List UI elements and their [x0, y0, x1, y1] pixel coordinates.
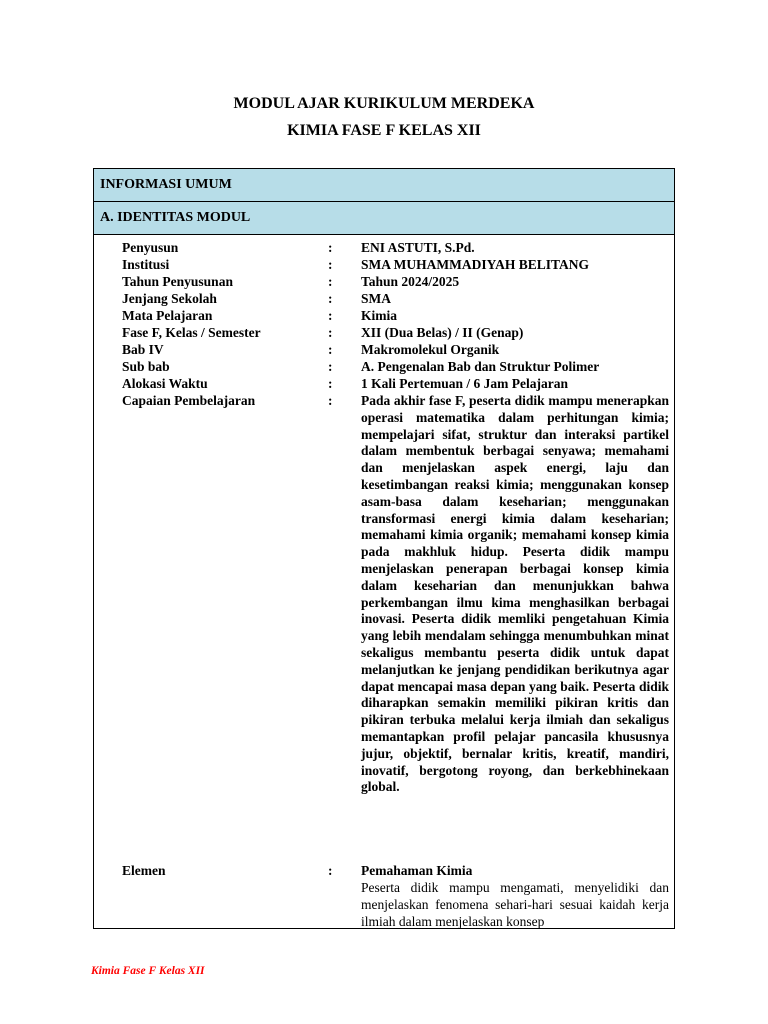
row-separator: :: [328, 240, 333, 255]
row-separator: :: [328, 342, 333, 357]
row-separator: :: [328, 274, 333, 289]
row-value: XII (Dua Belas) / II (Genap): [361, 325, 524, 340]
row-separator: :: [328, 376, 333, 391]
row-separator: :: [328, 863, 333, 878]
section-header-identitas-modul: A. IDENTITAS MODUL: [94, 202, 674, 235]
row-separator: :: [328, 257, 333, 272]
row-label: Institusi: [122, 257, 170, 272]
document-subtitle: KIMIA FASE F KELAS XII: [287, 122, 481, 139]
row-separator: :: [328, 393, 333, 408]
row-value: Makromolekul Organik: [361, 342, 500, 357]
row-label: Fase F, Kelas / Semester: [122, 325, 261, 340]
row-label: Sub bab: [122, 359, 170, 374]
section-header-informasi-umum: INFORMASI UMUM: [94, 169, 674, 202]
row-label: Alokasi Waktu: [122, 376, 208, 391]
row-label: Tahun Penyusunan: [122, 274, 233, 289]
row-value: SMA: [361, 291, 391, 306]
elemen-text: Peserta didik mampu mengamati, menyelidiki dan menjelaskan fenomena sehari-hari sesuai kaidah kerja ilmiah dalam menjelaskan konsep: [361, 880, 669, 929]
capaian-label: Capaian Pembelajaran: [122, 393, 256, 408]
row-label: Penyusun: [122, 240, 179, 255]
row-separator: :: [328, 325, 333, 340]
row-value: Tahun 2024/2025: [361, 274, 460, 289]
row-value: Kimia: [361, 308, 397, 323]
row-separator: :: [328, 291, 333, 306]
row-value: 1 Kali Pertemuan / 6 Jam Pelajaran: [361, 376, 568, 391]
row-value: ENI ASTUTI, S.Pd.: [361, 240, 475, 255]
row-separator: :: [328, 359, 333, 374]
capaian-text: Pada akhir fase F, peserta didik mampu menerapkan operasi matematika dalam perhitungan kimia; mempelajari sifat, struktur dan interaksi partikel dalam membentuk berbagai senyawa; memahami dan menjelaskan aspek energi, laju dan kesetimbangan reaksi kimia; menggunakan konsep asam-basa dalam keseharian; menggunakan transformasi energi kimia dalam keseharian; memahami kimia organik; memahami konsep kimia pada makhluk hidup. Peserta didik mampu menjelaskan penerapan berbagai konsep kimia dalam keseharian dan menunjukkan bahwa perkembangan ilmu kima menghasilkan berbagai inovasi. Peserta didik memliki pengetahuan Kimia yang lebih mendalam sehingga menumbuhkan minat sekaligus membantu peserta didik untuk dapat melanjutkan ke jenjang pendidikan berikutnya agar dapat mencapai masa depan yang baik. Peserta didik diharapkan semakin memiliki pikiran kritis dan pikiran terbuka melalui kerja ilmiah dan sekaligus memantapkan profil pelajar pancasila khususnya jujur, objektif, bernalar kritis, kreatif, mandiri, inovatif, bergotong royong, dan berkebhinekaan global.: [361, 393, 669, 795]
row-value: SMA MUHAMMADIYAH BELITANG: [361, 257, 590, 272]
row-label: Bab IV: [122, 342, 164, 357]
row-label: Mata Pelajaran: [122, 308, 213, 323]
document-title: MODUL AJAR KURIKULUM MERDEKA: [233, 95, 535, 112]
elemen-label: Elemen: [122, 863, 166, 878]
elemen-value: Pemahaman Kimia: [361, 863, 473, 878]
info-table: [93, 168, 675, 929]
row-label: Jenjang Sekolah: [122, 291, 217, 306]
row-separator: :: [328, 308, 333, 323]
page-footer: Kimia Fase F Kelas XII: [91, 965, 205, 977]
row-value: A. Pengenalan Bab dan Struktur Polimer: [361, 359, 600, 374]
